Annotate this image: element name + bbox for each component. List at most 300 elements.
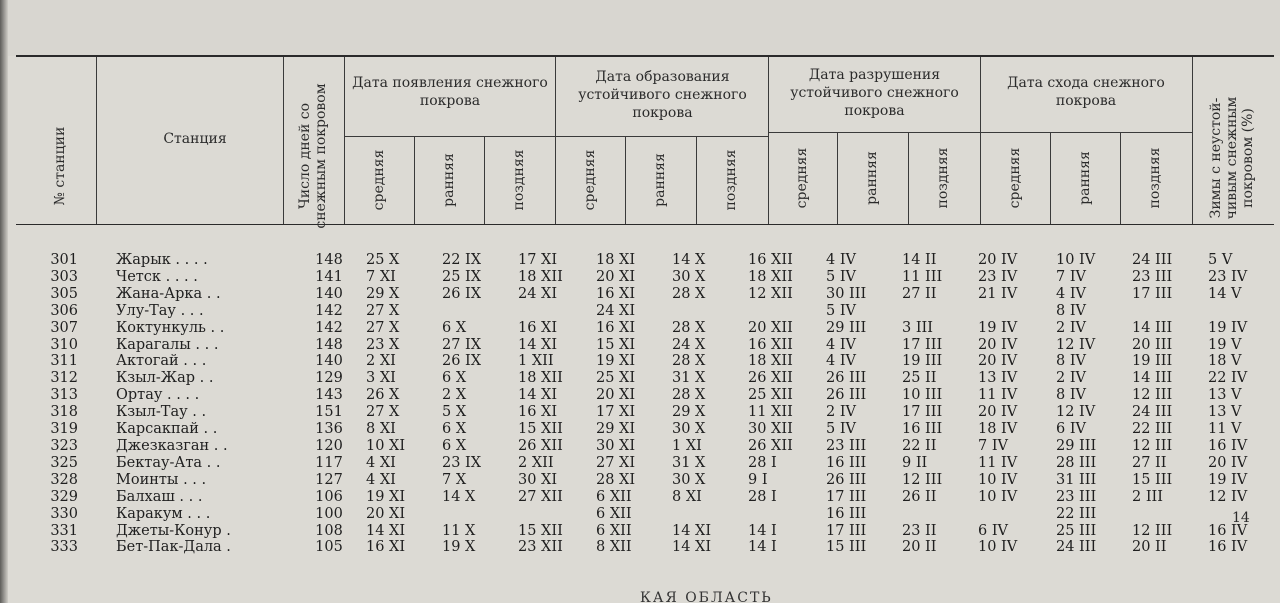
sub-divider: [696, 136, 697, 224]
table-row: [20, 506, 1280, 523]
date-cell: 13 V: [1208, 404, 1242, 421]
date-cell: 5 IV: [826, 268, 857, 285]
date-cell: 15 XII: [518, 522, 563, 539]
date-cell: [666, 303, 742, 320]
date-cell: 11 XII: [748, 404, 793, 421]
date-cell: 4 IV: [1056, 285, 1087, 302]
group-underline: [344, 136, 555, 137]
date-cell: 23 II: [902, 522, 937, 539]
sub-divider: [1120, 132, 1121, 224]
group-underline: [555, 136, 768, 137]
date-cell: 16 III: [902, 421, 943, 438]
table-row: [20, 472, 1280, 489]
date-cell: 4 XI: [366, 454, 396, 471]
date-cell: 11 IV: [978, 454, 1018, 471]
date-cell: 19 IV: [1208, 319, 1248, 336]
date-cell: 20 II: [1132, 539, 1167, 556]
date-cell: 26 XII: [748, 437, 793, 454]
footer-fragment: КАЯ ОБЛАСТЬ: [640, 590, 773, 603]
date-cell: 26 III: [826, 471, 867, 488]
snow-days: 100: [315, 505, 343, 522]
date-cell: 31 III: [1056, 471, 1097, 488]
date-cell: 26 II: [902, 488, 937, 505]
date-cell: [512, 506, 590, 523]
date-cell: 16 XI: [596, 285, 636, 302]
date-cell: [1202, 303, 1280, 320]
date-cell: 29 III: [826, 319, 867, 336]
header-station: Станция: [163, 131, 227, 147]
date-cell: 12 III: [1132, 437, 1173, 454]
date-cell: 2 IV: [826, 404, 857, 421]
date-cell: [436, 303, 512, 320]
date-cell: 30 III: [826, 285, 867, 302]
date-cell: 27 XII: [518, 488, 563, 505]
sub-late: поздняя: [935, 147, 951, 209]
table-row: [20, 387, 1280, 404]
date-cell: 18 IV: [978, 421, 1018, 438]
date-cell: 14 III: [1132, 370, 1173, 387]
date-cell: 31 X: [672, 370, 706, 387]
date-cell: 4 IV: [826, 252, 857, 268]
date-cell: [742, 303, 820, 320]
sub-late: поздняя: [723, 149, 739, 211]
station-name: Кзыл-Жар . .: [116, 370, 214, 387]
date-cell: 18 XII: [518, 268, 563, 285]
date-cell: [1126, 303, 1202, 320]
date-cell: 15 III: [826, 539, 867, 556]
date-cell: 24 XI: [596, 302, 636, 319]
sub-divider: [908, 132, 909, 224]
station-number: 331: [50, 522, 78, 539]
date-cell: 14 I: [748, 522, 777, 539]
page-top-margin: [0, 0, 1280, 56]
station-number: 313: [50, 387, 78, 404]
date-cell: 17 III: [902, 404, 943, 421]
table-row: [20, 286, 1280, 303]
date-cell: 26 X: [366, 387, 400, 404]
date-cell: 18 V: [1208, 353, 1242, 370]
date-cell: 8 IV: [1056, 302, 1087, 319]
date-cell: 17 III: [826, 488, 867, 505]
date-cell: 7 IV: [978, 437, 1009, 454]
sub-divider: [484, 136, 485, 224]
date-cell: 23 III: [1132, 268, 1173, 285]
date-cell: 12 IV: [1056, 404, 1096, 421]
date-cell: 2 IV: [1056, 370, 1087, 387]
station-name: Балхаш . . .: [116, 488, 203, 505]
date-cell: 26 III: [826, 387, 867, 404]
date-cell: 28 III: [1056, 454, 1097, 471]
date-cell: 28 XI: [596, 471, 636, 488]
date-cell: 16 XI: [596, 319, 636, 336]
date-cell: 20 IV: [978, 336, 1018, 353]
date-cell: 5 IV: [826, 421, 857, 438]
table-row: [20, 539, 1280, 556]
date-cell: [972, 506, 1050, 523]
date-cell: 6 X: [442, 370, 467, 387]
date-cell: 29 III: [1056, 437, 1097, 454]
date-cell: 12 III: [1132, 387, 1173, 404]
date-cell: 10 IV: [1056, 252, 1096, 268]
sub-mean: средняя: [794, 147, 810, 209]
sub-early: ранняя: [1077, 151, 1093, 205]
date-cell: [436, 506, 512, 523]
date-cell: 16 XI: [518, 404, 558, 421]
date-cell: 23 XII: [518, 539, 563, 556]
date-cell: 8 XII: [596, 539, 632, 556]
date-cell: 18 XII: [748, 268, 793, 285]
snow-cover-table: [20, 252, 1280, 556]
snow-days: 108: [315, 522, 343, 539]
date-cell: 11 IV: [978, 387, 1018, 404]
table-row: [20, 489, 1280, 506]
date-cell: 23 X: [366, 336, 400, 353]
table-row: [20, 337, 1280, 354]
station-name: Моинты . . .: [116, 471, 207, 488]
date-cell: 5 X: [442, 404, 467, 421]
date-cell: 19 IV: [978, 319, 1018, 336]
date-cell: 4 XI: [366, 471, 396, 488]
date-cell: 24 III: [1056, 539, 1097, 556]
sub-early: ранняя: [652, 153, 668, 207]
date-cell: 10 III: [902, 387, 943, 404]
station-number: 307: [50, 319, 78, 336]
date-cell: 17 XI: [596, 404, 636, 421]
date-cell: [742, 506, 820, 523]
table-top-rule: [16, 55, 1274, 57]
date-cell: 22 III: [1132, 421, 1173, 438]
group-underline: [980, 132, 1192, 133]
date-cell: 30 X: [672, 471, 706, 488]
table-row: [20, 353, 1280, 370]
snow-days: 148: [315, 252, 343, 268]
header-group-melt: Дата схода снежного покрова: [1007, 75, 1165, 109]
header-days: Число дней со снежным покровом: [297, 83, 329, 229]
station-number: 325: [50, 454, 78, 471]
date-cell: 1 XII: [518, 353, 554, 370]
date-cell: 20 XI: [596, 268, 636, 285]
date-cell: 7 X: [442, 471, 467, 488]
date-cell: 24 XI: [518, 285, 558, 302]
date-cell: 6 X: [442, 319, 467, 336]
header-winters: Зимы с неустой-чивым снежным покровом (%): [1208, 96, 1256, 220]
date-cell: 23 IX: [442, 454, 482, 471]
date-cell: 12 XII: [748, 285, 793, 302]
station-name: Бет-Пак-Дала .: [116, 539, 231, 556]
table-row: [20, 252, 1280, 269]
date-cell: 20 III: [1132, 336, 1173, 353]
date-cell: 25 XI: [596, 370, 636, 387]
header-divider: [555, 57, 556, 224]
date-cell: 24 III: [1132, 252, 1173, 268]
date-cell: 2 IV: [1056, 319, 1087, 336]
date-cell: 14 II: [902, 252, 937, 268]
station-number: 306: [50, 302, 78, 319]
sub-divider: [414, 136, 415, 224]
header-group-destruction: Дата разрушения устойчивого снежного покрова: [790, 67, 959, 119]
date-cell: 21 IV: [978, 285, 1018, 302]
snow-days: 142: [315, 319, 343, 336]
date-cell: 18 XII: [518, 370, 563, 387]
station-number: 310: [50, 336, 78, 353]
date-cell: 6 X: [442, 437, 467, 454]
table-row: [20, 370, 1280, 387]
header-divider: [96, 57, 97, 224]
date-cell: 1 XI: [672, 437, 702, 454]
sub-mean: средняя: [371, 149, 387, 211]
sub-early: ранняя: [864, 151, 880, 205]
station-name: Четск . . . .: [116, 268, 198, 285]
date-cell: 12 III: [1132, 522, 1173, 539]
sub-mean: средняя: [582, 149, 598, 211]
date-cell: 7 IV: [1056, 268, 1087, 285]
snow-days: 141: [315, 268, 343, 285]
date-cell: [896, 303, 972, 320]
date-cell: 27 II: [1132, 454, 1167, 471]
table-row: [20, 438, 1280, 455]
date-cell: 25 IX: [442, 268, 482, 285]
snow-days: 140: [315, 353, 343, 370]
header-station-no: № станции: [52, 126, 68, 206]
date-cell: 28 I: [748, 488, 777, 505]
date-cell: 11 V: [1208, 421, 1242, 438]
date-cell: 30 X: [672, 421, 706, 438]
snow-days: 140: [315, 285, 343, 302]
date-cell: 27 X: [366, 302, 400, 319]
date-cell: 6 IV: [1056, 421, 1087, 438]
date-cell: 7 XI: [366, 268, 396, 285]
group-underline: [768, 132, 980, 133]
table-row: [20, 404, 1280, 421]
sub-divider: [1050, 132, 1051, 224]
date-cell: 8 XI: [672, 488, 702, 505]
station-name: Актогай . . .: [116, 353, 207, 370]
sub-late: поздняя: [511, 149, 527, 211]
date-cell: 16 IV: [1208, 437, 1248, 454]
date-cell: 29 X: [672, 404, 706, 421]
date-cell: 8 IV: [1056, 353, 1087, 370]
station-name: Жарык . . . .: [116, 252, 208, 268]
date-cell: 12 IV: [1056, 336, 1096, 353]
date-cell: 2 XII: [518, 454, 554, 471]
station-name: Кзыл-Тау . .: [116, 404, 207, 421]
snow-days: 117: [315, 454, 343, 471]
header-bottom-rule: [16, 224, 1274, 225]
date-cell: 20 XII: [748, 319, 793, 336]
date-cell: 25 II: [902, 370, 937, 387]
date-cell: 5 V: [1208, 252, 1233, 268]
date-cell: 20 II: [902, 539, 937, 556]
date-cell: 13 V: [1208, 387, 1242, 404]
date-cell: 14 XI: [672, 522, 712, 539]
date-cell: 24 III: [1132, 404, 1173, 421]
date-cell: 9 II: [902, 454, 928, 471]
date-cell: 19 V: [1208, 336, 1242, 353]
date-cell: 15 III: [1132, 471, 1173, 488]
header-group-formation: Дата образования устойчивого снежного покрова: [578, 69, 747, 121]
date-cell: 9 I: [748, 471, 768, 488]
date-cell: 26 XII: [748, 370, 793, 387]
date-cell: 16 XI: [366, 539, 406, 556]
sub-mean: средняя: [1007, 147, 1023, 209]
snow-days: 106: [315, 488, 343, 505]
date-cell: 28 X: [672, 319, 706, 336]
date-cell: 28 X: [672, 387, 706, 404]
date-cell: 17 III: [902, 336, 943, 353]
date-cell: 30 XI: [596, 437, 636, 454]
station-number: 330: [50, 505, 78, 522]
date-cell: 23 III: [826, 437, 867, 454]
date-cell: 25 XII: [748, 387, 793, 404]
sub-divider: [625, 136, 626, 224]
station-number: 328: [50, 471, 78, 488]
date-cell: 17 XI: [518, 252, 558, 268]
date-cell: 2 X: [442, 387, 467, 404]
station-name: Карсакпай . .: [116, 421, 218, 438]
date-cell: 23 IV: [978, 268, 1018, 285]
date-cell: [972, 303, 1050, 320]
station-name: Улу-Тау . . .: [116, 302, 204, 319]
date-cell: 6 IV: [978, 522, 1009, 539]
date-cell: 8 IV: [1056, 387, 1087, 404]
station-number: 303: [50, 268, 78, 285]
date-cell: 10 IV: [978, 539, 1018, 556]
snow-days: 129: [315, 370, 343, 387]
station-number: 301: [50, 252, 78, 268]
station-name: Бектау-Ата . .: [116, 454, 221, 471]
date-cell: 19 IV: [1208, 471, 1248, 488]
date-cell: 25 X: [366, 252, 400, 268]
station-number: 319: [50, 421, 78, 438]
snow-days: 148: [315, 336, 343, 353]
snow-days: 143: [315, 387, 343, 404]
date-cell: 6 X: [442, 421, 467, 438]
date-cell: 30 XII: [748, 421, 793, 438]
date-cell: [666, 506, 742, 523]
date-cell: 16 XII: [748, 252, 793, 268]
date-cell: 10 IV: [978, 471, 1018, 488]
snow-days: 151: [315, 404, 343, 421]
date-cell: 28 X: [672, 353, 706, 370]
station-number: 333: [50, 539, 78, 556]
date-cell: 27 X: [366, 404, 400, 421]
date-cell: 27 II: [902, 285, 937, 302]
date-cell: [512, 303, 590, 320]
date-cell: 14 XI: [366, 522, 406, 539]
snow-days: 120: [315, 437, 343, 454]
date-cell: 17 III: [1132, 285, 1173, 302]
date-cell: 2 XI: [366, 353, 396, 370]
snow-days: 127: [315, 471, 343, 488]
station-number: 329: [50, 488, 78, 505]
sub-divider: [837, 132, 838, 224]
date-cell: 12 III: [902, 471, 943, 488]
header-group-appearance: Дата появления снежного покрова: [352, 75, 548, 109]
date-cell: 22 IV: [1208, 370, 1248, 387]
snow-days: 105: [315, 539, 343, 556]
header-divider: [283, 57, 284, 224]
date-cell: 22 IX: [442, 252, 482, 268]
date-cell: 27 X: [366, 319, 400, 336]
station-name: Джеты-Конур .: [116, 522, 231, 539]
snow-days: 142: [315, 302, 343, 319]
date-cell: 8 XI: [366, 421, 396, 438]
date-cell: 5 IV: [826, 302, 857, 319]
station-number: 323: [50, 437, 78, 454]
date-cell: 20 IV: [1208, 454, 1248, 471]
date-cell: 30 XI: [518, 471, 558, 488]
date-cell: 29 X: [366, 285, 400, 302]
date-cell: 18 XI: [596, 252, 636, 268]
date-cell: 26 III: [826, 370, 867, 387]
station-number: 311: [50, 353, 78, 370]
date-cell: 17 III: [826, 522, 867, 539]
table-row: [20, 303, 1280, 320]
date-cell: 25 III: [1056, 522, 1097, 539]
station-number: 305: [50, 285, 78, 302]
date-cell: 14 XI: [518, 387, 558, 404]
station-name: Коктункуль . .: [116, 319, 225, 336]
date-cell: 12 IV: [1208, 488, 1248, 505]
sub-early: ранняя: [441, 153, 457, 207]
date-cell: 28 X: [672, 285, 706, 302]
date-cell: 15 XI: [596, 336, 636, 353]
date-cell: 20 IV: [978, 252, 1018, 268]
date-cell: 26 IX: [442, 285, 482, 302]
date-cell: 23 III: [1056, 488, 1097, 505]
station-number: 318: [50, 404, 78, 421]
date-cell: 16 III: [826, 505, 867, 522]
date-cell: 27 XI: [596, 454, 636, 471]
station-name: Джезказган . .: [116, 437, 228, 454]
date-cell: 14 XI: [672, 539, 712, 556]
date-cell: 31 X: [672, 454, 706, 471]
date-cell: 11 III: [902, 268, 943, 285]
date-cell: 24 X: [672, 336, 706, 353]
date-cell: 28 I: [748, 454, 777, 471]
winters-value: 14: [1232, 510, 1250, 526]
date-cell: 2 III: [1132, 488, 1164, 505]
date-cell: 16 III: [826, 454, 867, 471]
date-cell: 3 XI: [366, 370, 396, 387]
date-cell: 18 XII: [748, 353, 793, 370]
date-cell: [1126, 506, 1202, 523]
table-row: [20, 421, 1280, 438]
date-cell: 20 XI: [596, 387, 636, 404]
date-cell: 20 IV: [978, 353, 1018, 370]
date-cell: 19 XI: [366, 488, 406, 505]
date-cell: 14 I: [748, 539, 777, 556]
date-cell: 23 IV: [1208, 268, 1248, 285]
date-cell: 16 XII: [748, 336, 793, 353]
station-name: Карагалы . . .: [116, 336, 219, 353]
date-cell: 11 X: [442, 522, 476, 539]
table-row: [20, 523, 1280, 540]
station-name: Жана-Арка . .: [116, 285, 221, 302]
date-cell: 22 III: [1056, 505, 1097, 522]
date-cell: 16 IV: [1208, 539, 1248, 556]
date-cell: 15 XII: [518, 421, 563, 438]
date-cell: [896, 506, 972, 523]
date-cell: 19 III: [902, 353, 943, 370]
date-cell: 10 XI: [366, 437, 406, 454]
date-cell: 6 XII: [596, 488, 632, 505]
date-cell: 19 III: [1132, 353, 1173, 370]
date-cell: 16 IV: [1208, 522, 1248, 539]
date-cell: 6 XII: [596, 505, 632, 522]
page-edge-shadow: [0, 0, 8, 603]
date-cell: 14 XI: [518, 336, 558, 353]
